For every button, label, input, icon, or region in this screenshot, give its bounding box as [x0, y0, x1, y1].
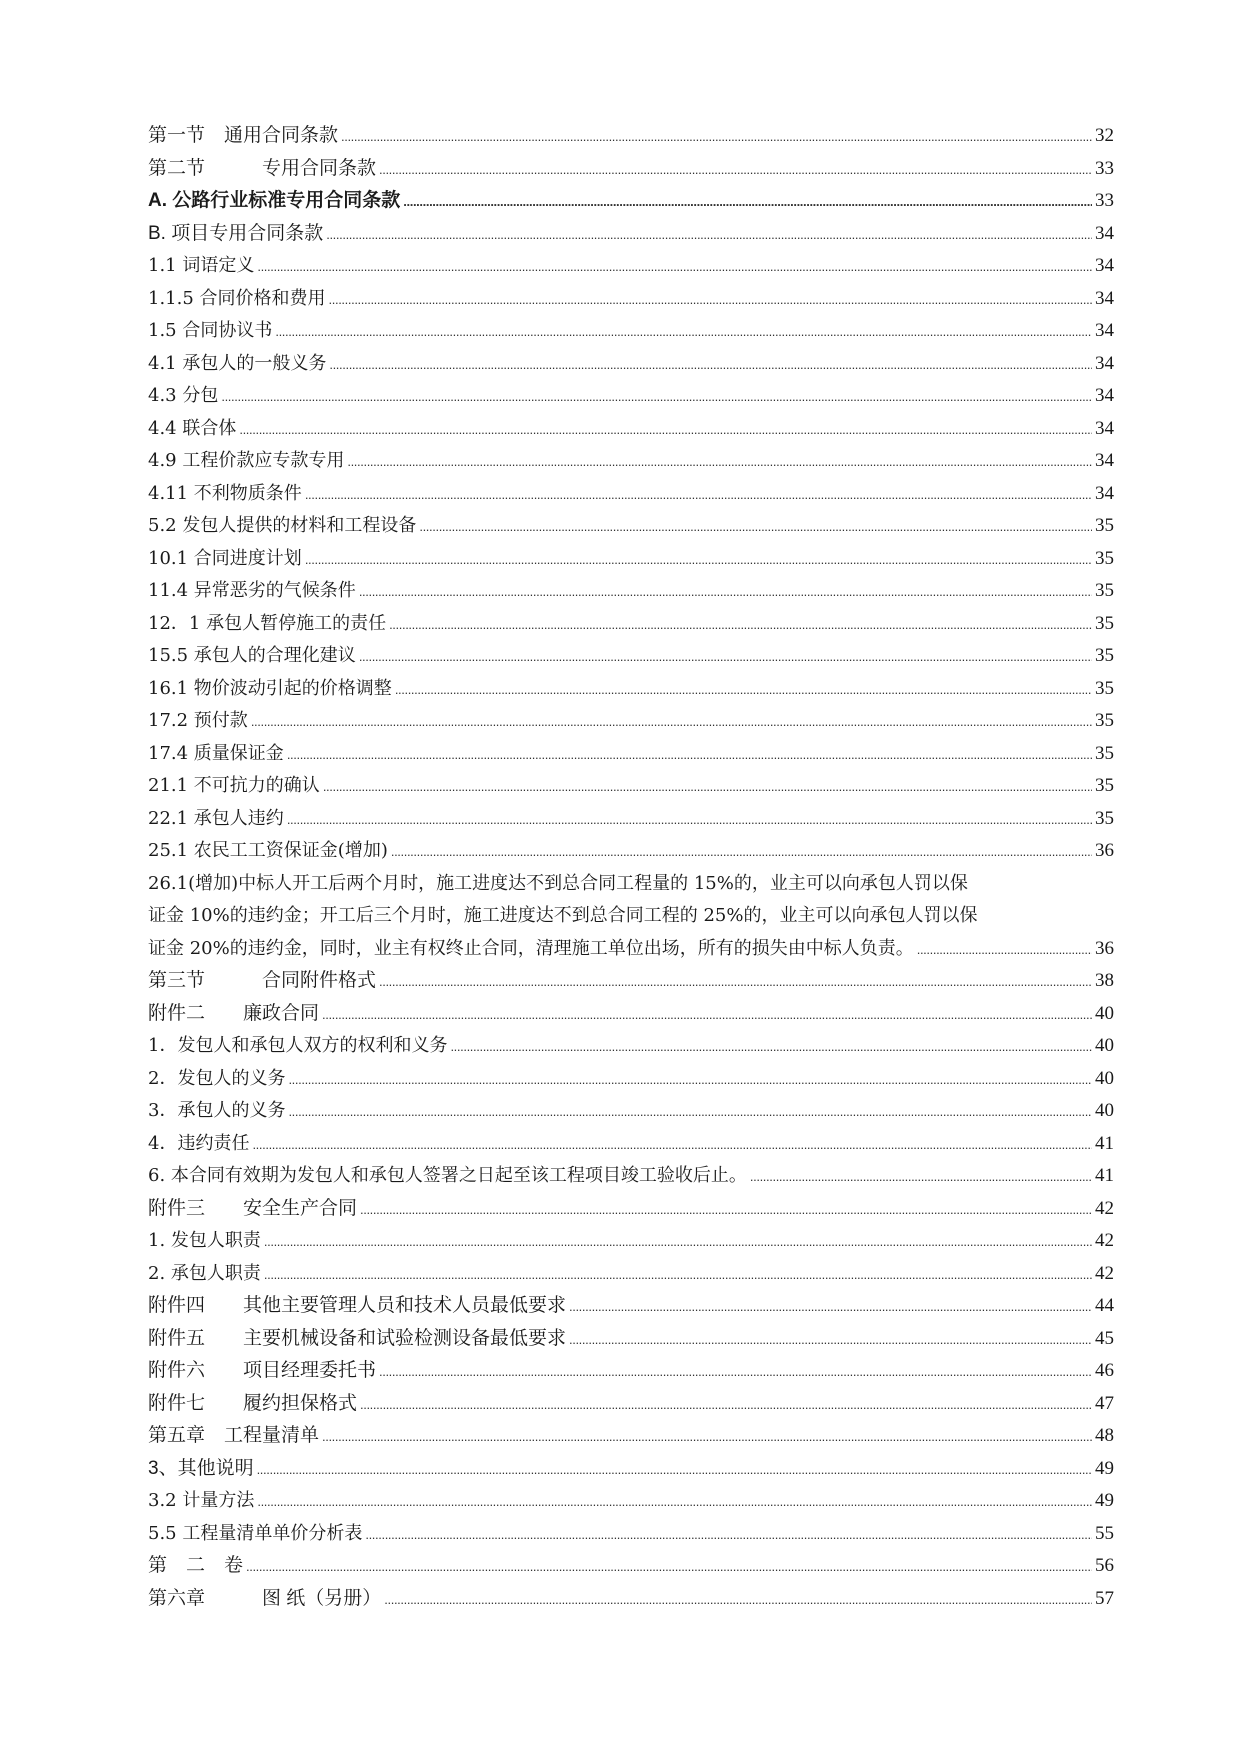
toc-page-number: 47 [1095, 1392, 1114, 1414]
toc-entry[interactable] [148, 510, 1114, 543]
toc-page-number: 38 [1095, 970, 1114, 991]
toc-entry-title: 第三节 合同附件格式 [148, 970, 377, 991]
toc-paragraph-last-line [148, 933, 1114, 966]
toc-entry-title: 17.4 质量保证金 [148, 742, 284, 764]
toc-page-number: 45 [1095, 1327, 1114, 1349]
toc-entry-title: 4.1 承包人的一般义务 [148, 352, 327, 374]
toc-entry-title: 22.1 承包人违约 [148, 807, 284, 829]
dot-leader [257, 251, 1092, 284]
dot-leader [359, 576, 1092, 609]
dot-leader [569, 1324, 1092, 1357]
toc-entry[interactable] [148, 998, 1114, 1031]
dot-leader [239, 414, 1092, 447]
toc-entry[interactable] [148, 120, 1114, 153]
toc-entry[interactable] [148, 1323, 1114, 1356]
toc-entry[interactable] [148, 218, 1114, 251]
dot-leader [275, 316, 1092, 349]
toc-paragraph-line: 26.1(增加)中标人开工后两个月时，施工进度达不到总合同工程量的 15%的，业主可以向承包人罚以保 [148, 872, 968, 894]
toc-paragraph-line: 证金 10%的违约金；开工后三个月时，施工进度达不到总合同工程的 25%的，业主可以向承包人罚以保 [148, 905, 978, 926]
dot-leader [917, 934, 1092, 967]
dot-leader [329, 349, 1092, 382]
toc-page-number: 36 [1095, 840, 1114, 861]
dot-leader [288, 1064, 1092, 1097]
toc-page-number: 34 [1095, 450, 1114, 471]
toc-page-number: 32 [1095, 125, 1114, 146]
toc-page-number: 35 [1095, 710, 1114, 731]
dot-leader [379, 1356, 1092, 1389]
dot-leader [305, 479, 1092, 512]
toc-entry-title: 4.9 工程价款应专款专用 [148, 450, 345, 471]
toc-entry[interactable] [148, 185, 1114, 218]
toc-entry[interactable] [148, 608, 1114, 641]
dot-leader [379, 966, 1092, 999]
toc-page-number: 40 [1095, 1035, 1114, 1056]
toc-page-number: 42 [1095, 1230, 1114, 1251]
toc-entry-title: 25.1 农民工工资保证金(增加) [148, 840, 388, 861]
toc-entry[interactable] [148, 770, 1114, 803]
toc-entry[interactable] [148, 1453, 1114, 1486]
dot-leader [322, 1421, 1092, 1454]
toc-page-number: 41 [1095, 1132, 1114, 1154]
toc-entry-title: 5.5 工程量清单单价分析表 [148, 1522, 363, 1544]
dot-leader [257, 1454, 1092, 1487]
toc-entry[interactable] [148, 1095, 1114, 1128]
dot-leader [329, 284, 1092, 317]
toc-entry[interactable] [148, 640, 1114, 673]
toc-page-number: 34 [1095, 482, 1114, 504]
toc-entry[interactable] [148, 380, 1114, 413]
toc-page-number: 46 [1095, 1360, 1114, 1381]
toc-entry-title: 2. 承包人职责 [148, 1262, 261, 1284]
toc-page-number: 34 [1095, 320, 1114, 341]
toc-entry-title: 11.4 异常恶劣的气候条件 [148, 580, 356, 601]
toc-page-number: 34 [1095, 417, 1114, 439]
toc-paragraph-line: 证金 20%的违约金，同时，业主有权终止合同，清理施工单位出场，所有的损失由中标人负责。 [148, 937, 914, 959]
dot-leader [750, 1161, 1092, 1194]
toc-page-number: 35 [1095, 775, 1114, 796]
toc-page-number: 35 [1095, 580, 1114, 601]
toc-entry[interactable] [148, 348, 1114, 381]
dot-leader [221, 381, 1092, 414]
toc-entry-title: 2．发包人的义务 [148, 1067, 286, 1089]
dot-leader [384, 1584, 1092, 1617]
toc-page-number: 34 [1095, 385, 1114, 406]
dot-leader [341, 121, 1092, 154]
toc-entry[interactable] [148, 283, 1114, 316]
table-of-contents [148, 120, 1114, 1615]
toc-entry[interactable] [148, 1355, 1114, 1388]
toc-page-number: 48 [1095, 1425, 1114, 1446]
toc-entry[interactable] [148, 1128, 1114, 1161]
toc-page-number: 49 [1095, 1490, 1114, 1511]
toc-page-number: 56 [1095, 1555, 1114, 1576]
toc-entry[interactable] [148, 153, 1114, 186]
toc-entry[interactable] [148, 250, 1114, 283]
toc-entry-title: 1.5 合同协议书 [148, 320, 273, 341]
toc-multiline-entry[interactable] [148, 868, 1114, 966]
toc-entry[interactable] [148, 575, 1114, 608]
dot-leader [288, 1096, 1092, 1129]
toc-entry-title: 15.5 承包人的合理化建议 [148, 645, 356, 666]
toc-entry-title: 第五章 工程量清单 [148, 1425, 320, 1446]
toc-page-number: 55 [1095, 1522, 1114, 1544]
dot-leader [403, 186, 1092, 219]
toc-entry[interactable] [148, 445, 1114, 478]
toc-entry-title: 附件四 其他主要管理人员和技术人员最低要求 [148, 1295, 567, 1316]
toc-entry[interactable] [148, 738, 1114, 771]
dot-leader [323, 771, 1092, 804]
dot-leader [252, 1129, 1092, 1162]
toc-entry-title: 附件三 安全生产合同 [148, 1197, 358, 1219]
dot-leader [264, 1226, 1092, 1259]
toc-entry-title: 1.1.5 合同价格和费用 [148, 287, 326, 309]
dot-leader [305, 544, 1092, 577]
toc-entry-title: 4.11 不利物质条件 [148, 482, 302, 504]
toc-entry[interactable] [148, 1485, 1114, 1518]
toc-page-number: 34 [1095, 287, 1114, 309]
toc-entry-title: 第 二 卷 [148, 1555, 244, 1576]
toc-entry[interactable] [148, 478, 1114, 511]
toc-entry-title: 附件五 主要机械设备和试验检测设备最低要求 [148, 1327, 567, 1349]
toc-entry-title: 17.2 预付款 [148, 710, 248, 731]
toc-page-number: 49 [1095, 1457, 1114, 1479]
toc-page-number: 40 [1095, 1002, 1114, 1024]
toc-entry[interactable] [148, 1550, 1114, 1583]
dot-leader [257, 1486, 1092, 1519]
dot-leader [389, 609, 1092, 642]
toc-page-number: 34 [1095, 255, 1114, 276]
toc-page-number: 41 [1095, 1165, 1114, 1186]
toc-page-number: 57 [1095, 1587, 1114, 1609]
toc-entry-title: 21.1 不可抗力的确认 [148, 775, 320, 796]
toc-entry[interactable] [148, 1225, 1114, 1258]
dot-leader [251, 706, 1092, 739]
dot-leader [326, 219, 1092, 252]
toc-entry-title: 4.4 联合体 [148, 417, 237, 439]
toc-entry-title: 附件二 廉政合同 [148, 1002, 320, 1024]
toc-page-number: 42 [1095, 1262, 1114, 1284]
toc-entry-title: 12．1 承包人暂停施工的责任 [148, 612, 387, 634]
dot-leader [419, 511, 1092, 544]
toc-page-number: 44 [1095, 1295, 1114, 1316]
toc-entry-title: A. 公路行业标准专用合同条款 [148, 190, 401, 211]
toc-page-number: 34 [1095, 222, 1114, 244]
toc-page-number: 35 [1095, 677, 1114, 699]
toc-entry-title: 附件七 履约担保格式 [148, 1392, 358, 1414]
dot-leader [365, 1519, 1092, 1552]
toc-entry[interactable] [148, 965, 1114, 998]
toc-page-number: 33 [1095, 157, 1114, 179]
dot-leader [246, 1551, 1092, 1584]
dot-leader [287, 739, 1092, 772]
toc-page-number: 42 [1095, 1197, 1114, 1219]
toc-entry[interactable] [148, 1290, 1114, 1323]
dot-leader [287, 804, 1092, 837]
dot-leader [450, 1031, 1092, 1064]
toc-entry[interactable] [148, 1583, 1114, 1616]
toc-entry[interactable] [148, 803, 1114, 836]
toc-entry[interactable] [148, 1518, 1114, 1551]
toc-entry[interactable] [148, 413, 1114, 446]
dot-leader [360, 1194, 1092, 1227]
toc-entry-title: 1．发包人和承包人双方的权利和义务 [148, 1035, 448, 1056]
toc-page-number: 35 [1095, 742, 1114, 764]
toc-entry-title: 第二节 专用合同条款 [148, 157, 377, 179]
dot-leader [359, 641, 1092, 674]
dot-leader [379, 154, 1092, 187]
toc-entry-title: 5.2 发包人提供的材料和工程设备 [148, 515, 417, 536]
toc-entry[interactable] [148, 1193, 1114, 1226]
toc-entry[interactable] [148, 1420, 1114, 1453]
toc-entry[interactable] [148, 673, 1114, 706]
toc-entry[interactable] [148, 315, 1114, 348]
toc-entry[interactable] [148, 1160, 1114, 1193]
toc-entry[interactable] [148, 1030, 1114, 1063]
toc-entry-title: 1.1 词语定义 [148, 255, 255, 276]
dot-leader [264, 1259, 1092, 1292]
toc-entry[interactable] [148, 1258, 1114, 1291]
toc-entry-title: 4．违约责任 [148, 1132, 250, 1154]
dot-leader [360, 1389, 1092, 1422]
dot-leader [347, 446, 1092, 479]
toc-entry-title: 3、其他说明 [148, 1457, 254, 1479]
toc-page-number: 34 [1095, 352, 1114, 374]
toc-entry-title: 4.3 分包 [148, 385, 219, 406]
dot-leader [569, 1291, 1092, 1324]
toc-page-number: 36 [1095, 937, 1114, 959]
toc-entry-title: 3．承包人的义务 [148, 1100, 286, 1121]
toc-page-number: 35 [1095, 547, 1114, 569]
toc-page-number: 35 [1095, 645, 1114, 666]
toc-entry[interactable] [148, 835, 1114, 868]
toc-entry-title: 附件六 项目经理委托书 [148, 1360, 377, 1381]
toc-entry-title: 6. 本合同有效期为发包人和承包人签署之日起至该工程项目竣工验收后止。 [148, 1165, 747, 1186]
dot-leader [322, 999, 1092, 1032]
toc-page-number: 33 [1095, 190, 1114, 211]
toc-entry-title: 第一节 通用合同条款 [148, 125, 339, 146]
toc-entry-title: 第六章 图 纸（另册） [148, 1587, 382, 1609]
toc-page-number: 35 [1095, 612, 1114, 634]
toc-entry-title: 3.2 计量方法 [148, 1490, 255, 1511]
toc-entry[interactable] [148, 1063, 1114, 1096]
toc-entry-title: 10.1 合同进度计划 [148, 547, 302, 569]
toc-entry-title: 1. 发包人职责 [148, 1230, 261, 1251]
toc-entry[interactable] [148, 543, 1114, 576]
toc-page-number: 35 [1095, 807, 1114, 829]
dot-leader [391, 836, 1092, 869]
dot-leader [395, 674, 1092, 707]
toc-entry-title: 16.1 物价波动引起的价格调整 [148, 677, 392, 699]
toc-entry[interactable] [148, 705, 1114, 738]
toc-entry[interactable] [148, 1388, 1114, 1421]
toc-page-number: 35 [1095, 515, 1114, 536]
toc-page-number: 40 [1095, 1100, 1114, 1121]
toc-page-number: 40 [1095, 1067, 1114, 1089]
toc-entry-title: B. 项目专用合同条款 [148, 222, 324, 244]
